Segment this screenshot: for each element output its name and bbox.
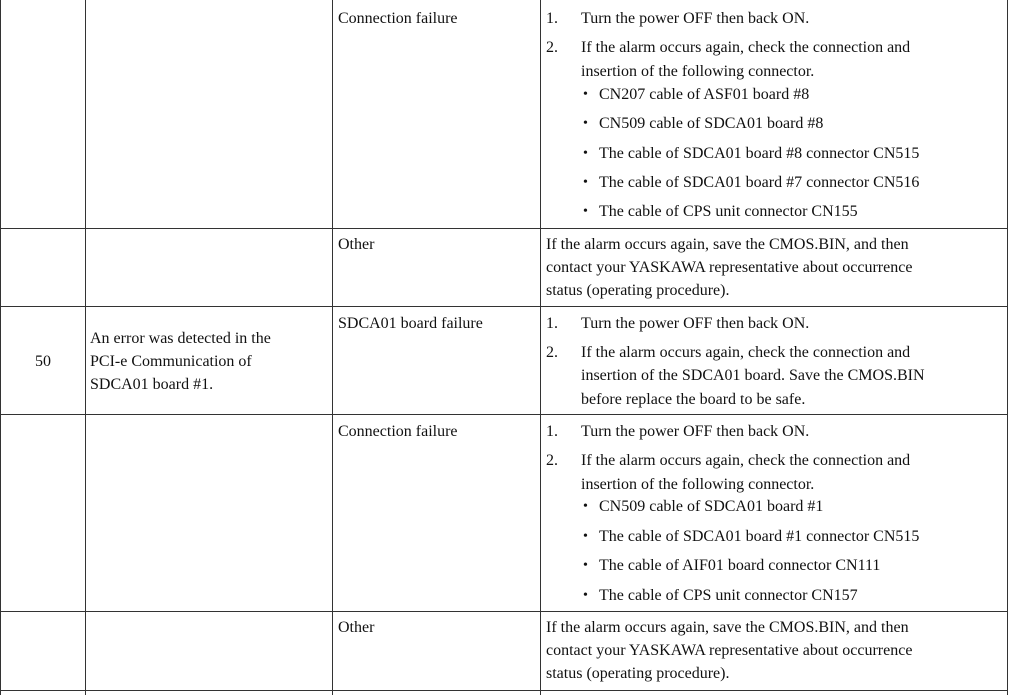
bullet-text: CN207 cable of ASF01 board #8 xyxy=(599,86,810,103)
step-text: If the alarm occurs again, check the connection and xyxy=(581,39,911,56)
row-divider-3 xyxy=(0,414,1008,415)
bullet-text: The cable of SDCA01 board #8 connector CN515 xyxy=(599,145,920,162)
step-text: insertion of the SDCA01 board. Save the CMOS.BIN xyxy=(581,367,925,384)
alarm-number: 50 xyxy=(35,353,51,370)
row-divider-1 xyxy=(0,228,1008,229)
remedy-text: If the alarm occurs again, save the CMOS.BIN, and then xyxy=(546,619,909,636)
column-divider-3 xyxy=(540,0,541,695)
bullet-icon: • xyxy=(583,175,588,190)
bullet-text: The cable of CPS unit connector CN155 xyxy=(599,203,858,220)
row-divider-5 xyxy=(0,690,1008,691)
step-text: Turn the power OFF then back ON. xyxy=(581,423,810,440)
bullet-text: CN509 cable of SDCA01 board #8 xyxy=(599,115,824,132)
remedy-text: status (operating procedure). xyxy=(546,282,730,299)
step-text: Turn the power OFF then back ON. xyxy=(581,10,810,27)
cause-cell: Connection failure xyxy=(338,423,458,440)
bullet-icon: • xyxy=(583,499,588,514)
bullet-icon: • xyxy=(583,588,588,603)
step-text: before replace the board to be safe. xyxy=(581,391,806,408)
cause-cell: Connection failure xyxy=(338,10,458,27)
step-text: If the alarm occurs again, check the connection and xyxy=(581,452,911,469)
step-text: Turn the power OFF then back ON. xyxy=(581,315,810,332)
bullet-text: CN509 cable of SDCA01 board #1 xyxy=(599,498,824,515)
bullet-text: The cable of SDCA01 board #1 connector CN515 xyxy=(599,528,920,545)
bullet-text: The cable of AIF01 board connector CN111 xyxy=(599,557,881,574)
step-text: If the alarm occurs again, check the connection and xyxy=(581,344,911,361)
column-divider-1 xyxy=(85,0,86,695)
bullet-text: The cable of CPS unit connector CN157 xyxy=(599,587,858,604)
cause-cell: Other xyxy=(338,619,375,636)
step-number: 1. xyxy=(546,315,558,332)
bullet-icon: • xyxy=(583,116,588,131)
remedy-text: contact your YASKAWA representative about occurrence xyxy=(546,642,913,659)
remedy-text: status (operating procedure). xyxy=(546,665,730,682)
description-text: An error was detected in the xyxy=(90,330,271,347)
step-text: insertion of the following connector. xyxy=(581,63,815,80)
step-number: 1. xyxy=(546,10,558,27)
step-number: 2. xyxy=(546,344,558,361)
column-divider-2 xyxy=(332,0,333,695)
remedy-text: If the alarm occurs again, save the CMOS.BIN, and then xyxy=(546,236,909,253)
step-text: insertion of the following connector. xyxy=(581,476,815,493)
bullet-text: The cable of SDCA01 board #7 connector CN516 xyxy=(599,174,920,191)
bullet-icon: • xyxy=(583,529,588,544)
table-border-right xyxy=(1007,0,1008,695)
description-text: SDCA01 board #1. xyxy=(90,376,214,393)
table-border-left xyxy=(0,0,1,695)
step-number: 1. xyxy=(546,423,558,440)
bullet-icon: • xyxy=(583,558,588,573)
row-divider-4 xyxy=(0,611,1008,612)
step-number: 2. xyxy=(546,452,558,469)
row-divider-2 xyxy=(0,306,1008,307)
bullet-icon: • xyxy=(583,204,588,219)
cause-cell: SDCA01 board failure xyxy=(338,315,483,332)
bullet-icon: • xyxy=(583,87,588,102)
cause-cell: Other xyxy=(338,236,375,253)
remedy-text: contact your YASKAWA representative about occurrence xyxy=(546,259,913,276)
description-text: PCI-e Communication of xyxy=(90,353,252,370)
step-number: 2. xyxy=(546,39,558,56)
bullet-icon: • xyxy=(583,146,588,161)
